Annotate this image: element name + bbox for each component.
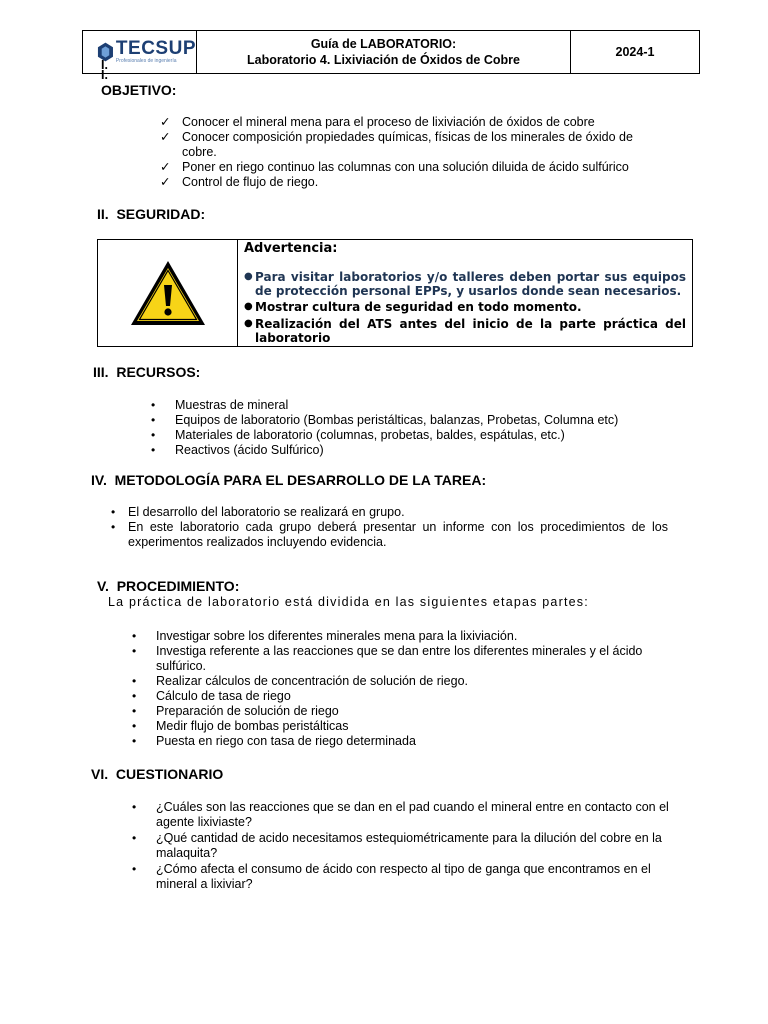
check-mark-icon: ✓ (160, 115, 171, 129)
list-item: • Medir flujo de bombas peristálticas (132, 719, 349, 733)
list-item: • Puesta en riego con tasa de riego determinada (132, 734, 416, 748)
list-item: • ¿Qué cantidad de acido necesitamos estequiométricamente para la dilución del cobre en la malaquita? (132, 831, 662, 860)
section-heading-seguridad: II. SEGURIDAD: (97, 206, 206, 222)
bullet-dot-icon: • (111, 520, 116, 534)
header-title-line1: Guía de LABORATORIO: (310, 37, 457, 51)
list-item: • ¿Cuáles son las reacciones que se dan en el pad cuando el mineral entre en contacto con el agente lixiviaste? (132, 800, 669, 829)
bullet-dot-icon: • (132, 719, 137, 733)
logo-subtitle: Profesionales de ingeniería (115, 58, 177, 64)
list-item: • Investigar sobre los diferentes minerales mena para la lixiviación. (132, 629, 518, 643)
header-title-line2: Laboratorio 4. Lixiviación de Óxidos de Cobre (247, 53, 520, 67)
section-number-overlap-1: I. (101, 58, 108, 72)
bullet-dot-icon: • (132, 734, 137, 748)
bullet-dot-icon: • (151, 428, 156, 442)
section-heading-procedimiento: V. PROCEDIMIENTO: (97, 578, 240, 594)
bullet-dot-icon: ● (244, 271, 253, 282)
bullet-dot-icon: • (132, 689, 137, 703)
list-item: ✓ Control de flujo de riego. (160, 175, 319, 189)
bullet-dot-icon: • (151, 398, 156, 412)
recursos-list (151, 398, 655, 458)
list-item: • Materiales de laboratorio (columnas, probetas, baldes, espátulas, etc.) (151, 428, 565, 442)
procedimiento-intro: La práctica de laboratorio está dividida en las siguientes etapas partes: (108, 595, 589, 609)
check-mark-icon: ✓ (160, 130, 171, 144)
bullet-dot-icon: • (132, 629, 137, 643)
warning-item: ● Para visitar laboratorios y/o talleres deben portar sus equipos de protección personal EPPs, y usarlos donde sean necesarios. (244, 270, 686, 298)
warning-item: ● Mostrar cultura de seguridad en todo momento. (244, 300, 582, 314)
bullet-dot-icon: • (132, 800, 137, 814)
list-item: • ¿Cómo afecta el consumo de ácido con respecto al tipo de ganga que encontramos en el mineral a lixiviar? (132, 862, 651, 891)
check-mark-icon: ✓ (160, 175, 171, 189)
list-item: ✓ Conocer composición propiedades químicas, físicas de los minerales de óxido de cobre. (160, 130, 633, 159)
section-heading-objetivo: OBJETIVO: (101, 82, 177, 98)
bullet-dot-icon: ● (244, 318, 253, 329)
warning-item: ● Realización del ATS antes del inicio de la parte práctica del laboratorio (244, 317, 686, 345)
bullet-dot-icon: ● (244, 301, 253, 312)
objetivo-list (160, 115, 652, 190)
bullet-dot-icon: • (132, 831, 137, 845)
warning-title: Advertencia: (244, 241, 338, 256)
warning-text (238, 240, 692, 346)
list-item: • Investiga referente a las reacciones que se dan entre los diferentes minerales y el ácido sulfúrico. (132, 644, 643, 673)
cuestionario-list (132, 800, 676, 892)
warning-box (97, 239, 693, 347)
procedimiento-list (132, 629, 666, 749)
list-item: • Muestras de mineral (151, 398, 289, 412)
header-title (197, 31, 571, 73)
section-heading-metodologia: IV. METODOLOGÍA PARA EL DESARROLLO DE LA TAREA: (91, 472, 487, 488)
list-item: ✓ Conocer el mineral mena para el proceso de lixiviación de óxidos de cobre (160, 115, 595, 129)
warning-icon-cell (98, 240, 238, 346)
bullet-dot-icon: • (132, 674, 137, 688)
warning-triangle-icon (128, 258, 208, 328)
check-mark-icon: ✓ (160, 160, 171, 174)
list-item: • Reactivos (ácido Sulfúrico) (151, 443, 324, 457)
list-item: • Equipos de laboratorio (Bombas peristálticas, balanzas, Probetas, Columna etc) (151, 413, 619, 427)
list-item: • El desarrollo del laboratorio se realizará en grupo. (111, 505, 405, 519)
bullet-dot-icon: • (132, 704, 137, 718)
bullet-dot-icon: • (151, 413, 156, 427)
list-item: • Realizar cálculos de concentración de solución de riego. (132, 674, 468, 688)
section-heading-cuestionario: VI. CUESTIONARIO (91, 766, 224, 782)
logo-text: TECSUP (115, 38, 196, 59)
list-item: • En este laboratorio cada grupo deberá presentar un informe con los procedimientos de los experimentos realizados incluyendo evidencia. (111, 520, 668, 549)
section-heading-recursos: III. RECURSOS: (93, 364, 201, 380)
list-item: • Preparación de solución de riego (132, 704, 339, 718)
bullet-dot-icon: • (132, 644, 137, 658)
list-item: ✓ Poner en riego continuo las columnas con una solución diluida de ácido sulfúrico (160, 160, 629, 174)
bullet-dot-icon: • (111, 505, 116, 519)
metodologia-list (111, 505, 668, 550)
document-header (82, 30, 700, 74)
bullet-dot-icon: • (132, 862, 137, 876)
section-number-overlap-2: I. (101, 68, 108, 82)
header-period: 2024-1 (615, 45, 655, 59)
list-item: • Cálculo de tasa de riego (132, 689, 291, 703)
bullet-dot-icon: • (151, 443, 156, 457)
